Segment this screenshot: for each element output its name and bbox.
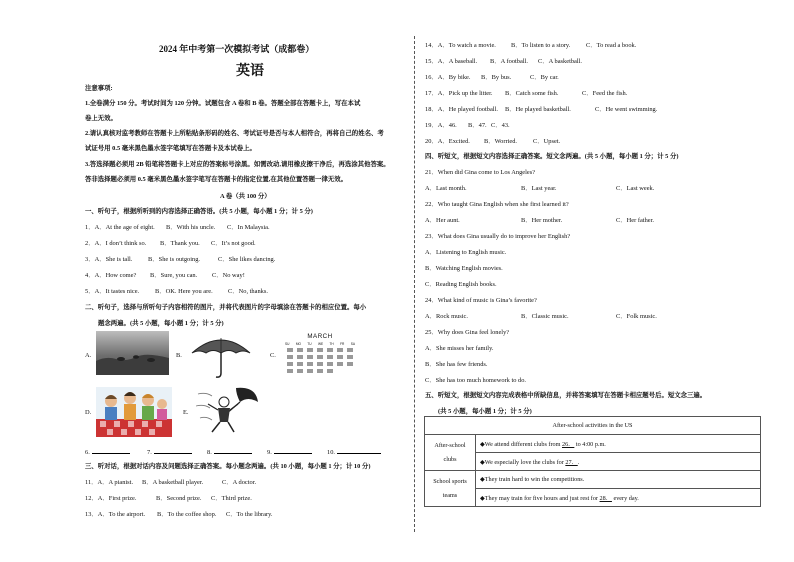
part4-instruction: 四、听短文，根据短文内容选择正确答案。短文念两遍。(共 5 小题，每小题 1 分；计 5 分) (425, 153, 679, 160)
q22-option-b: B．Her mother. (521, 217, 563, 224)
table-row (425, 453, 761, 471)
q14-option-c: C．To read a book. (586, 42, 637, 49)
blank-number: 9. (267, 449, 272, 456)
q12-option-c: C．Third prize. (211, 495, 252, 502)
q5-option-b: B．OK. Here you are. (155, 288, 213, 295)
blank-line (154, 447, 192, 454)
q4-option-b: B．Sure, you can. (150, 272, 198, 279)
blank-line (274, 447, 312, 454)
row-label-line: teams (442, 492, 458, 499)
calendar-day-su: SU (285, 342, 290, 346)
q20-option-b: B．Worried. (484, 138, 518, 145)
q1-option-a: 1．A．At the age of eight. (85, 224, 155, 231)
cell-text: every day. (611, 495, 639, 502)
picture-label-d: D. (85, 409, 92, 416)
cell-text: ◆We attend different clubs from (480, 441, 562, 448)
row-label-line: clubs (443, 456, 457, 463)
table-cell (476, 453, 761, 471)
row-label-line: School sports (433, 478, 467, 485)
table-cell (476, 471, 761, 489)
picture-e-man-in-wind (196, 384, 262, 436)
q19-option-a: 19．A．46. (425, 122, 457, 129)
picture-label-b: B. (176, 352, 182, 359)
q23-question: 23．What does Gina usually do to improve her English? (425, 233, 571, 240)
q22-option-c: C．Her father. (616, 217, 654, 224)
row-label-sports (425, 471, 476, 507)
part3-instruction: 三、听对话，根据对话内容及问题选择正确答案。每小题念两遍。(共 10 小题，每小题 1 分；计 10 分) (85, 463, 371, 470)
table-title: After-school activities in the US (425, 417, 761, 435)
q25-option-a: A．She misses her family. (425, 345, 494, 352)
section-a-heading: A 卷（共 100 分） (220, 193, 271, 200)
cell-text: ◆They train hard to win the competitions. (480, 476, 585, 483)
q16-option-b: B．By bus. (481, 74, 512, 81)
calendar-day-sa: SA (350, 342, 355, 346)
q2-option-c: C．It’s not good. (211, 240, 256, 247)
q11-option-b: B．A basketball player. (142, 479, 204, 486)
row-label-line: After-school (434, 442, 466, 449)
q18-option-c: C．He went swimming. (595, 106, 658, 113)
q15-option-c: C．A basketball. (538, 58, 583, 65)
q4-option-c: C．No way! (212, 272, 245, 279)
q2-option-a: 2．A．I don’t think so. (85, 240, 147, 247)
q20-option-a: 20．A．Excited. (425, 138, 470, 145)
q11-option-a: 11．A．A pianist. (85, 479, 134, 486)
picture-c-calendar (285, 333, 355, 379)
blank-line (214, 447, 252, 454)
q14-option-a: 14．A．To watch a movie. (425, 42, 496, 49)
answer-blank-27[interactable]: 27． (565, 459, 578, 466)
part2-instruction-a: 二、听句子，选择与所听句子内容相符的图片，并将代表图片的字母填涂在答题卡的相应位置。每小 (85, 304, 367, 311)
calendar-day-mo: MO (295, 342, 301, 346)
answer-blank-28[interactable]: 28． (599, 495, 612, 502)
q12-option-b: B．Second prize. (156, 495, 202, 502)
table-row (425, 471, 761, 489)
q14-option-b: B．To listen to a story. (511, 42, 571, 49)
subject-title: 英语 (236, 64, 264, 79)
picture-label-a: A. (85, 352, 92, 359)
table-cell (476, 489, 761, 507)
note-3a: 3.答选择题必须用 2B 铅笔将答题卡上对应的答案标号涂黑。如需改动,请用橡皮擦干净后，再选涂其他答案。 (85, 161, 390, 168)
q18-option-a: 18．A．He played football. (425, 106, 498, 113)
picture-label-c: C. (270, 352, 276, 359)
q25-option-c: C．She has too much homework to do. (425, 377, 526, 384)
calendar-day-th: TH (329, 342, 334, 346)
q25-question: 25．Why does Gina feel lonely? (425, 329, 510, 336)
answer-blank-10[interactable] (327, 447, 381, 457)
blank-number: 8. (207, 449, 212, 456)
row-label-clubs (425, 435, 476, 471)
notes-heading: 注意事项: (85, 85, 113, 92)
calendar-month: MARCH (307, 333, 333, 340)
q17-option-b: B．Catch some fish. (505, 90, 559, 97)
q13-option-b: B．To the coffee shop. (157, 511, 217, 518)
cell-text: ◆They may train for five hours and just rest for (480, 495, 600, 502)
answer-blank-7[interactable] (147, 447, 192, 457)
q15-option-a: 15．A．A baseball. (425, 58, 478, 65)
answer-blank-26[interactable]: 26． (561, 441, 575, 448)
part5-instruction-b: (共 5 小题，每小题 1 分；计 5 分) (438, 408, 532, 415)
q24-option-c: C．Folk music. (616, 313, 657, 320)
picture-a-grassland (96, 331, 169, 375)
q3-option-c: C．She likes dancing. (218, 256, 276, 263)
table-cell (476, 435, 761, 453)
q1-option-b: B．With his uncle. (166, 224, 216, 231)
q5-option-a: 5．A．It tastes nice. (85, 288, 140, 295)
q16-option-c: C．By car. (530, 74, 559, 81)
cell-text: to 4:00 p.m. (574, 441, 606, 448)
column-divider (414, 36, 415, 532)
q11-option-c: C．A doctor. (222, 479, 257, 486)
picture-d-family-picnic (96, 387, 172, 437)
picture-label-e: E. (183, 409, 189, 416)
blank-number: 7. (147, 449, 152, 456)
note-1a: 1.全卷满分 150 分。考试时间为 120 分钟。试题包含 A 卷和 B 卷。答题全部在答题卡上，写在本试 (85, 100, 361, 107)
calendar-day-we: WE (317, 342, 324, 346)
q24-question: 24．What kind of music is Gina’s favorite? (425, 297, 537, 304)
q4-option-a: 4．A．How come? (85, 272, 137, 279)
cell-text: . (577, 459, 580, 466)
q12-option-a: 12．A．First prize. (85, 495, 137, 502)
q20-option-c: C．Upset. (533, 138, 561, 145)
activities-table (424, 416, 761, 507)
part2-instruction-b: 题念两遍。(共 5 小题，每小题 1 分；计 5 分) (98, 320, 224, 327)
cell-text: ◆We especially love the clubs for (480, 459, 566, 466)
q17-option-a: 17．A．Pick up the litter. (425, 90, 493, 97)
q24-option-a: A．Rock music. (425, 313, 468, 320)
blank-number: 6. (85, 449, 90, 456)
q22-question: 22．Who taught Gina English when she first learned it? (425, 201, 569, 208)
note-1b: 卷上无效。 (85, 115, 117, 122)
calendar-day-fr: FR (340, 342, 345, 346)
calendar-day-tu: TU (307, 342, 312, 346)
q15-option-b: B．A football. (490, 58, 528, 65)
table-title-row (425, 417, 761, 435)
q18-option-b: B．He played basketball. (505, 106, 571, 113)
q21-option-b: B．Last year. (521, 185, 557, 192)
q21-option-c: C．Last week. (616, 185, 655, 192)
q13-option-c: C．To the library. (226, 511, 273, 518)
table-row (425, 489, 761, 507)
note-2b: 试证号用 0.5 毫米黑色墨水签字笔填写在答题卡及本试卷上。 (85, 145, 256, 152)
q3-option-b: B．She is outgoing. (148, 256, 201, 263)
q23-option-a: A．Listening to English music. (425, 249, 507, 256)
q19-option-c: C．43. (491, 122, 510, 129)
blank-line (92, 447, 130, 454)
table-row (425, 435, 761, 453)
part1-instruction: 一、听句子，根据所听到的内容选择正确答语。(共 5 小题，每小题 1 分；计 5 分) (85, 208, 313, 215)
q23-option-b: B．Watching English movies. (425, 265, 503, 272)
q25-option-b: B．She has few friends. (425, 361, 488, 368)
q23-option-c: C．Reading English books. (425, 281, 497, 288)
note-3b: 答非选择题必须用 0.5 毫米黑色墨水签字笔写在答题卡的指定位置,在其他位置答题一律无效。 (85, 176, 348, 183)
picture-b-umbrella (188, 333, 254, 381)
q5-option-c: C．No, thanks. (228, 288, 268, 295)
answer-blank-6[interactable] (85, 447, 130, 457)
q22-option-a: A．Her aunt. (425, 217, 460, 224)
part5-instruction-a: 五、听短文，根据短文内容完成表格中所缺信息，并将答案填写在答题卡相应题号后。短文念三遍。 (425, 392, 707, 399)
q13-option-a: 13．A．To the airport. (85, 511, 146, 518)
q1-option-c: C．In Malaysia. (227, 224, 270, 231)
q17-option-c: C．Feed the fish. (582, 90, 628, 97)
q21-question: 21．When did Gina come to Los Angeles? (425, 169, 536, 176)
q24-option-b: B．Classic music. (521, 313, 569, 320)
q19-option-b: B．47. (468, 122, 487, 129)
blank-line (337, 447, 381, 454)
answer-blank-8[interactable] (207, 447, 252, 457)
blank-number: 10. (327, 449, 335, 456)
exam-title: 2024 年中考第一次模拟考试（成都卷） (159, 44, 315, 54)
q16-option-a: 16．A．By bike. (425, 74, 471, 81)
note-2a: 2.请认真核对监考教师在答题卡上所粘贴条形码的姓名、考试证号是否与本人相符合，再将自己的姓名、考 (85, 130, 384, 137)
q21-option-a: A．Last month. (425, 185, 467, 192)
q2-option-b: B．Thank you. (160, 240, 200, 247)
calendar-grid (285, 346, 355, 376)
answer-blank-9[interactable] (267, 447, 312, 457)
q3-option-a: 3．A．She is tall. (85, 256, 133, 263)
